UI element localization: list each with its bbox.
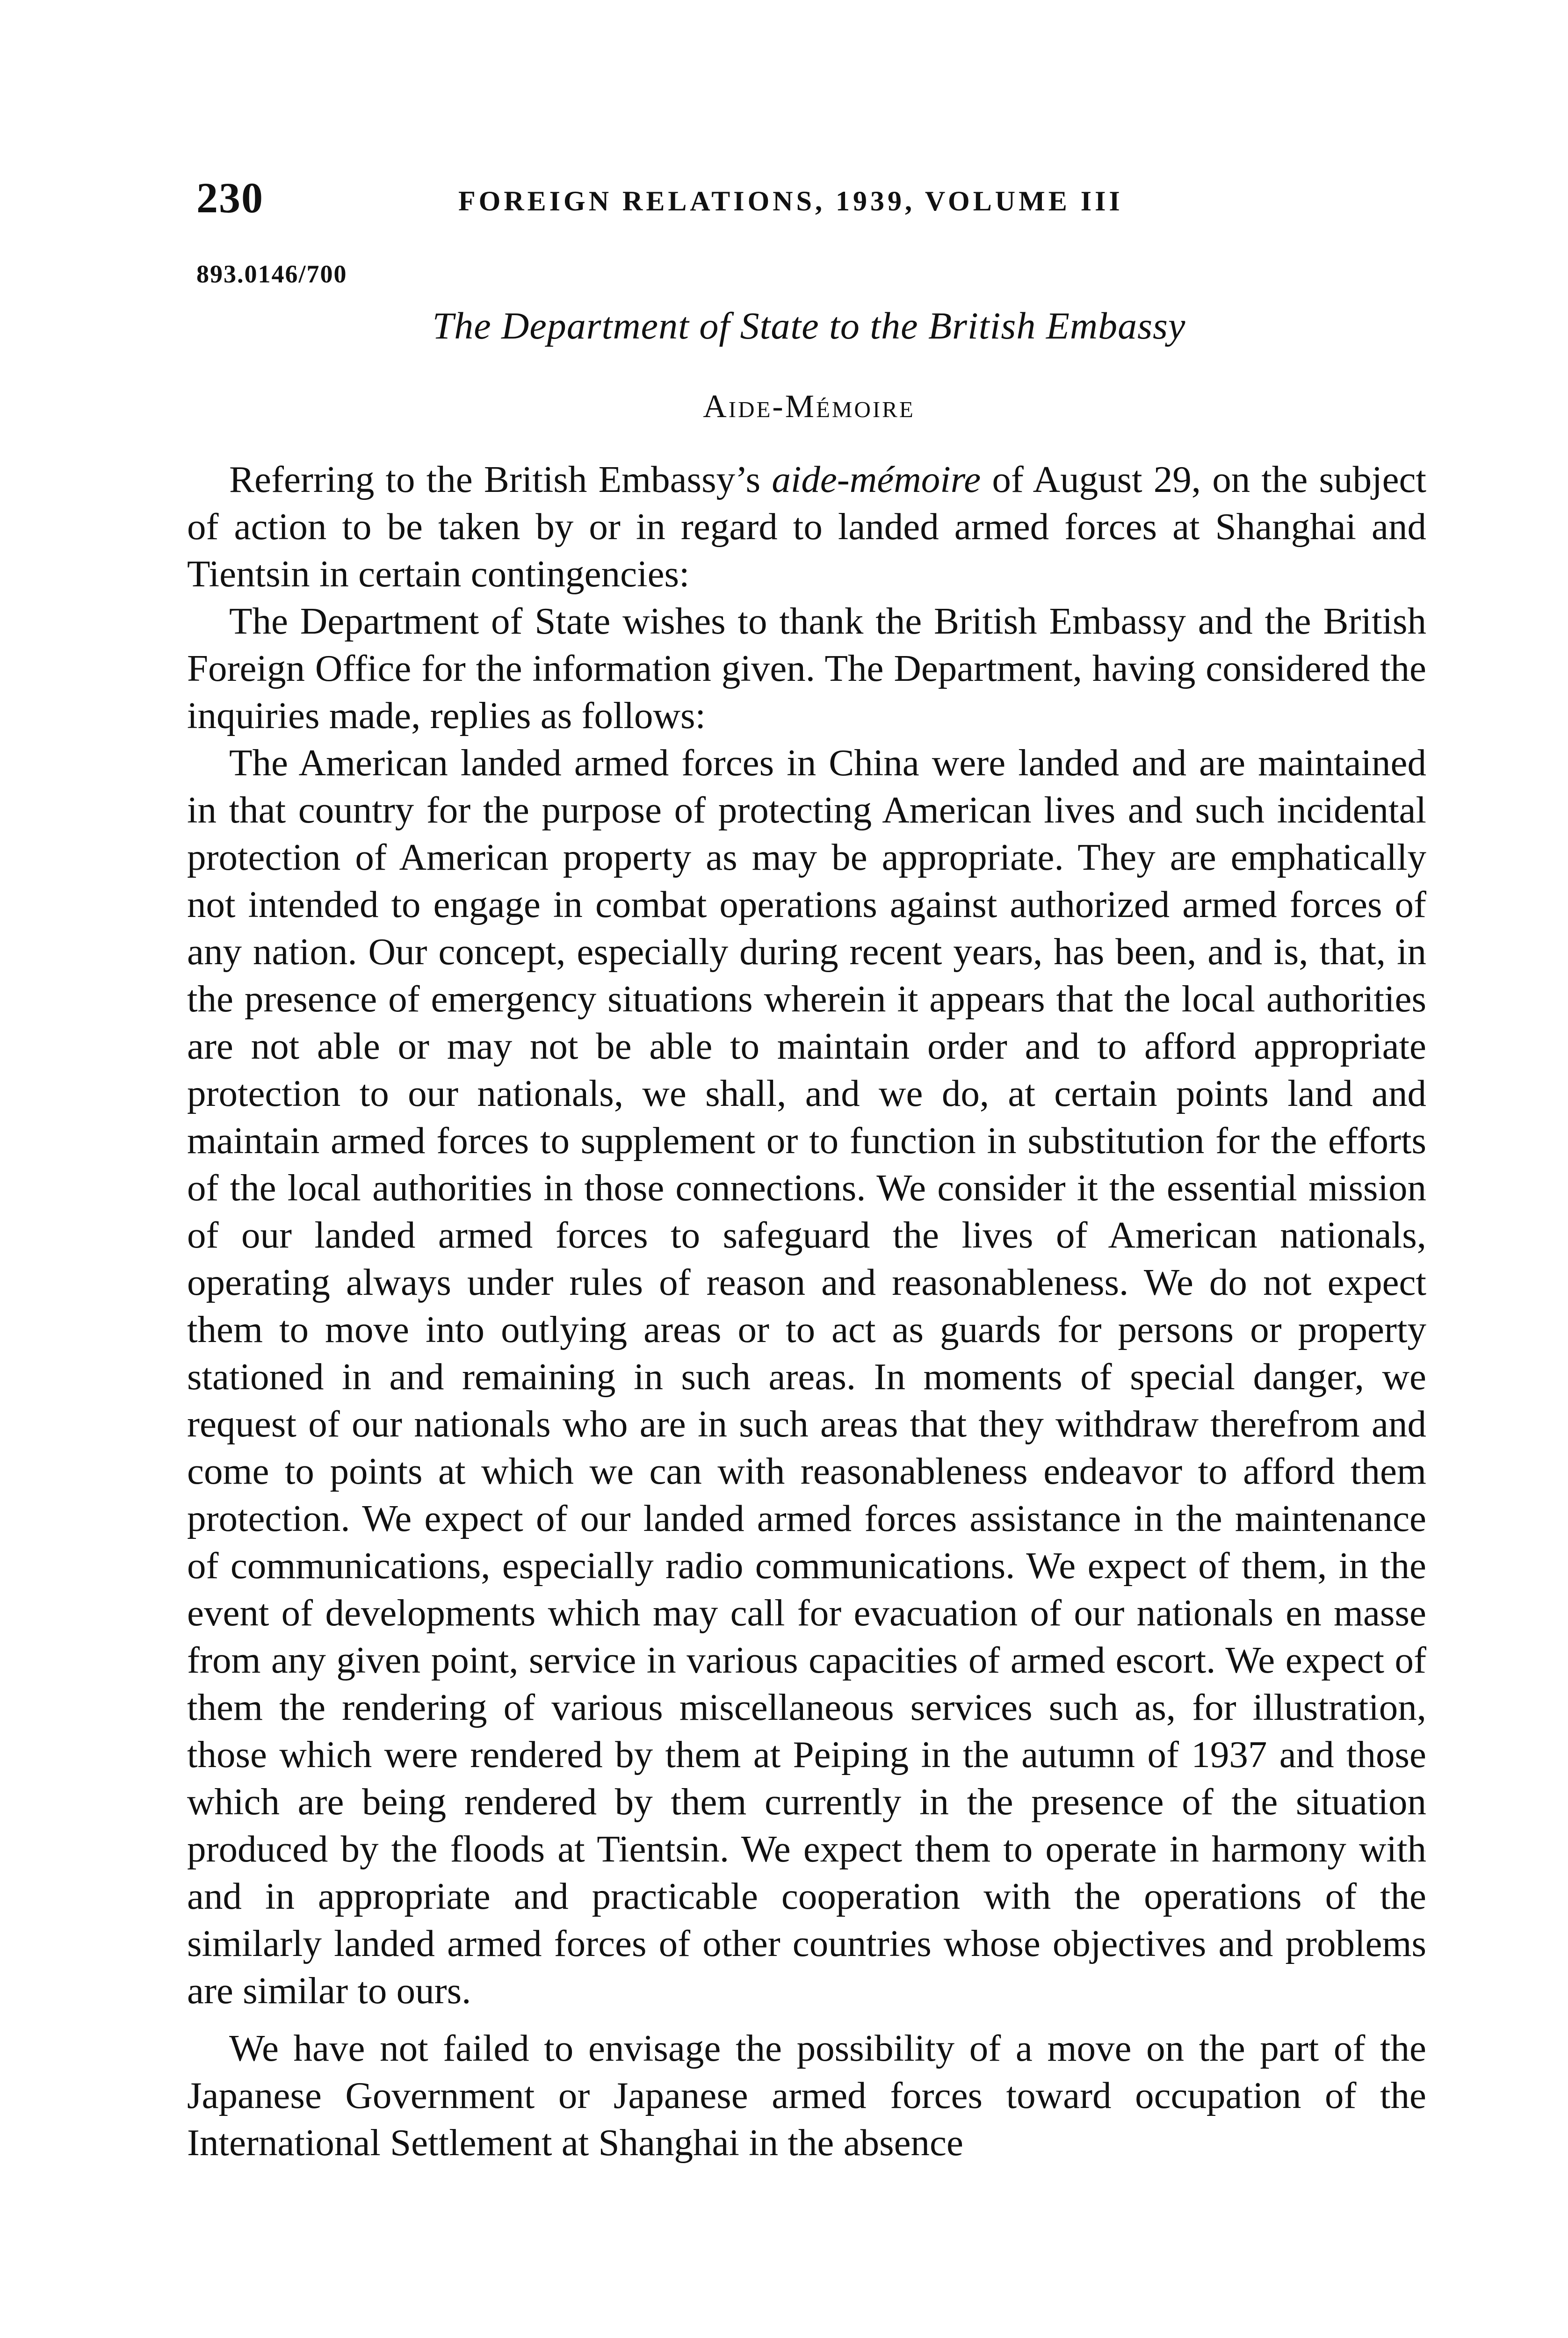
body-text [187, 456, 1426, 2166]
document-subtitle: Aide-Mémoire [703, 389, 915, 425]
paragraph-4: We have not failed to envisage the possibility of a move on the part of the Japanese Government or Japanese armed forces toward occupation of the International Settlement at Shanghai in the absence [187, 2027, 1426, 2164]
document-title: The Department of State to the British Embassy [432, 304, 1186, 347]
paragraph-3: The American landed armed forces in China were landed and are maintained in that country for the purpose of protecting American lives and such incidental protection of American property as may be appropriate. They are emphatically not intended to engage in combat operations against authorized armed forces of any nation. Our concept, especially during recent years, has been, and is, that, in the presence of emergency situations wherein it appears that the local authorities are not able or may not be able to maintain order and to afford appropriate protection to our nationals, we shall, and we do, at certain points land and maintain armed forces to supplement or to function in substitution for the efforts of the local authorities in those connections. We consider it the essential mission of our landed armed forces to safeguard the lives of American nationals, operating always under rules of reason and reasonableness. We do not expect them to move into outlying areas or to act as guards for persons or property stationed in and remaining in such areas. In moments of special danger, we request of our nationals who are in such areas that they withdraw therefrom and come to points at which we can with reasonableness endeavor to afford them protection. We expect of our landed armed forces assistance in the maintenance of communications, especially radio communications. We expect of them, in the event of developments which may call for evacuation of our nationals en masse from any given point, service in various capacities of armed escort. We expect of them the rendering of various miscellaneous services such as, for illustration, those which were rendered by them at Peiping in the autumn of 1937 and those which are being rendered by them currently in the presence of the situation produced by the floods at Tientsin. We expect them to operate in harmony with and in appropriate and practicable cooperation with the operations of the similarly landed armed forces of other countries whose objectives and problems are similar to ours. [187, 742, 1426, 2012]
paragraph-2: The Department of State wishes to thank the British Embassy and the British Foreign Office for the information given. The Department, having considered the inquiries made, replies as follows: [187, 600, 1426, 736]
running-head: FOREIGN RELATIONS, 1939, VOLUME III [458, 186, 1123, 216]
page-number: 230 [196, 174, 264, 222]
page-header [196, 173, 1422, 229]
paragraph-1 [187, 456, 1426, 598]
paragraph-1-italic-term: aide-mémoire [772, 458, 981, 500]
paragraph-1-lead: Referring to the British Embassy’s [229, 458, 772, 500]
paragraph-1-tail: of August 29, on the subject of action to be taken by or in regard to landed armed forces at Shanghai and Tientsin in certain contingencies: [187, 458, 1427, 595]
file-number: 893.0146/700 [196, 260, 347, 288]
